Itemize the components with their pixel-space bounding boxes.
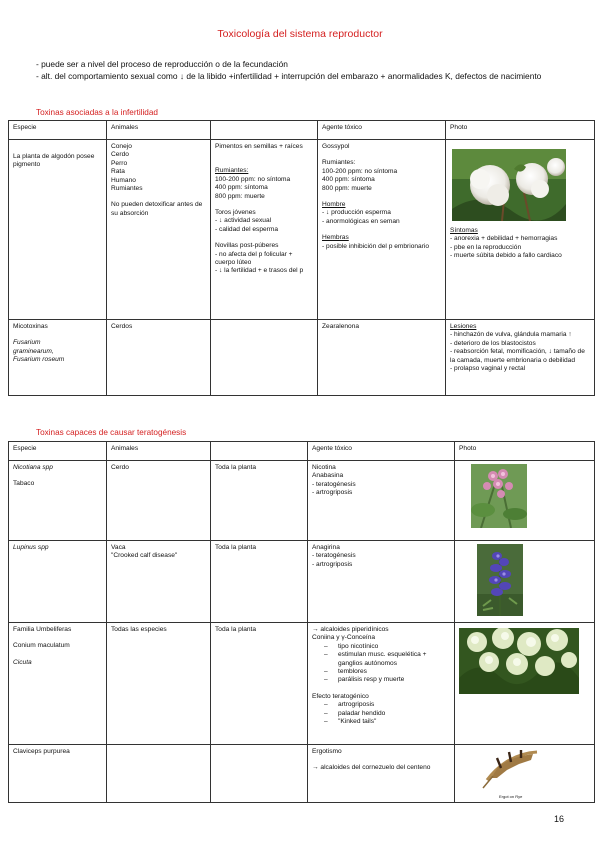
table-row: [9, 320, 595, 396]
list-item: – paladar hendido: [338, 710, 450, 718]
cell-especie: Lupinus spp: [9, 541, 107, 623]
page-title: Toxicología del sistema reproductor: [217, 28, 383, 40]
header-cell: Agente tóxico: [318, 121, 446, 140]
cell-parte: [211, 745, 308, 803]
table-header-row: [9, 442, 595, 461]
cell-especie: Micotoxinas Fusarium graminearum, Fusarium roseum: [9, 320, 107, 396]
hemlock-plant-photo: [459, 628, 579, 694]
cell-photo: [455, 623, 595, 745]
cell-animales: Todas las especies: [107, 623, 211, 745]
cell-parte: Toda la planta: [211, 541, 308, 623]
header-cell: Photo: [455, 442, 595, 461]
list-item: – estimulan musc. esquelética + ganglios autónomos: [338, 651, 450, 668]
cell-photo: [455, 461, 595, 541]
table-row: [9, 461, 595, 541]
cell-agente: Zearalenona: [318, 320, 446, 396]
header-cell: Especie: [9, 121, 107, 140]
table-row: [9, 541, 595, 623]
cell-agente: Nicotina Anabasina - teratogénesis - artrogriposis: [308, 461, 455, 541]
header-cell: [211, 121, 318, 140]
cell-agente: → alcaloides piperidínicos Coniina y γ-Conceína – tipo nicotínico – estimulan musc. esquelética + ganglios autónomos – temblores – parálisis resp y muerte Efecto teratogénico – artrogriposis – paladar hendido – "Kinked tails": [308, 623, 455, 745]
table-header-row: [9, 121, 595, 140]
table-row: [9, 623, 595, 745]
cell-parte: Toda la planta: [211, 623, 308, 745]
table-row: [9, 745, 595, 803]
intro-line: - puede ser a nivel del proceso de reproducción o de la fecundación: [36, 59, 288, 69]
list-item: – "Kinked tails": [338, 718, 450, 726]
cell-photo: Síntomas - anorexia + debilidad + hemorragias - pbe en la reproducción - muerte súbita debido a fallo cardiaco: [446, 140, 595, 320]
lupine-flower-photo: [477, 544, 523, 616]
cell-animales: Vaca "Crooked calf disease": [107, 541, 211, 623]
header-cell: Animales: [107, 121, 211, 140]
header-cell: Photo: [446, 121, 595, 140]
cell-especie: Nicotiana spp Tabaco: [9, 461, 107, 541]
header-cell: [211, 442, 308, 461]
table-row: [9, 140, 595, 320]
cell-agente: Ergotismo → alcaloides del cornezuelo del centeno: [308, 745, 455, 803]
header-cell: Animales: [107, 442, 211, 461]
list-item: – temblores: [338, 668, 450, 676]
ergot-on-rye-photo: [481, 748, 543, 794]
cotton-plant-photo: [452, 149, 566, 221]
cell-lesiones: Lesiones - hinchazón de vulva, glándula mamaria ↑ - deterioro de los blastocistos - reabsorción fetal, momificación, ↓ tamaño de la camada, muerte embrionaria o debilidad - prolapso vaginal y rectal: [446, 320, 595, 396]
tobacco-flower-photo: [471, 464, 527, 528]
teratogenesis-table: [8, 441, 595, 803]
list-item: – parálisis resp y muerte: [338, 676, 450, 684]
cell-parte: Toda la planta: [211, 461, 308, 541]
header-cell: Especie: [9, 442, 107, 461]
cell-animales: Conejo Cerdo Perro Rata Humano Rumiantes No pueden detoxificar antes de su absorción: [107, 140, 211, 320]
cell-photo: [455, 541, 595, 623]
cell-agente: Gossypol Rumiantes: 100-200 ppm: no síntoma 400 ppm: síntoma 800 ppm: muerte Hombre - ↓ producción esperma - anormológicas en seman Hembras - posible inhibición del p embrionario: [318, 140, 446, 320]
cell-animales: [107, 745, 211, 803]
cell-detalle: [211, 320, 318, 396]
infertility-table: [8, 120, 595, 396]
cell-animales: Cerdos: [107, 320, 211, 396]
cell-animales: Cerdo: [107, 461, 211, 541]
cell-especie: La planta de algodón posee pigmento: [9, 140, 107, 320]
cell-photo: Ergot on Rye: [455, 745, 595, 803]
cell-agente: Anagirina - teratogénesis - artrogriposis: [308, 541, 455, 623]
cell-especie: Claviceps purpurea: [9, 745, 107, 803]
header-cell: Agente tóxico: [308, 442, 455, 461]
section-title-infertility: Toxinas asociadas a la infertilidad: [36, 108, 158, 117]
page-number: 16: [553, 814, 564, 824]
list-item: – tipo nicotínico: [338, 643, 450, 651]
intro-line: - alt. del comportamiento sexual como ↓ de la libido +infertilidad + interrupción del embarazo + anormalidades K, defectos de nacimiento: [36, 71, 542, 81]
list-item: – artrogriposis: [338, 701, 450, 709]
cell-detalle: Pimentos en semillas + raíces Rumiantes: 100-200 ppm: no síntoma 400 ppm: síntoma 800 ppm: muerte Toros jóvenes - ↓ actividad sexual - calidad del esperma Novillas post-púberes - no afecta del p folicular + cuerpo lúteo - ↓ la fertilidad + e trasos del p: [211, 140, 318, 320]
cell-especie: Familia Umbeliferas Conium maculatum Cicuta: [9, 623, 107, 745]
section-title-teratogenesis: Toxinas capaces de causar teratogénesis: [36, 428, 187, 437]
intro-text: [36, 58, 556, 82]
